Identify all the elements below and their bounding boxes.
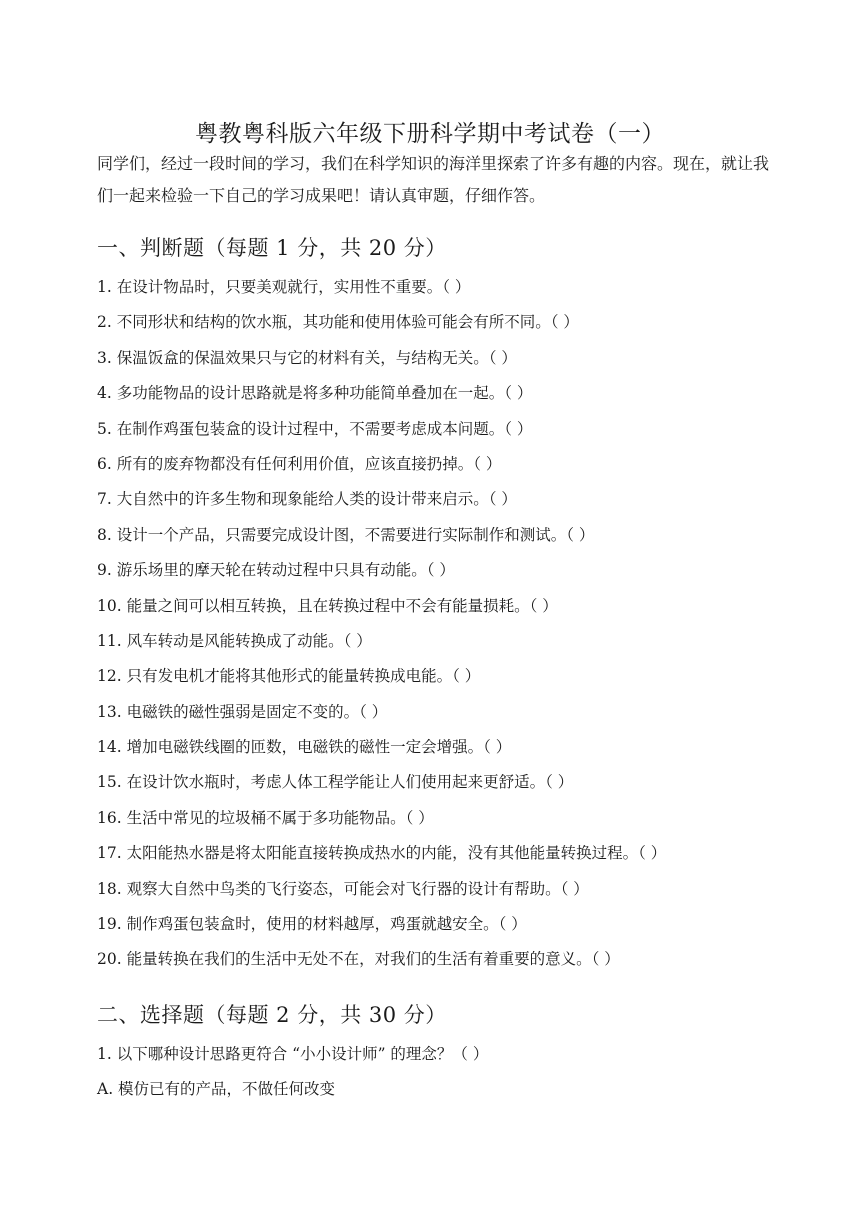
- question-item: 8. 设计一个产品，只需要完成设计图，不需要进行实际制作和测试。（ ）: [97, 525, 595, 544]
- question-item: 11. 风车转动是风能转换成了动能。（ ）: [97, 631, 372, 650]
- question-item: 20. 能量转换在我们的生活中无处不在，对我们的生活有着重要的意义。（ ）: [97, 950, 620, 969]
- question-item: 4. 多功能物品的设计思路就是将多种功能简单叠加在一起。（ ）: [97, 384, 533, 403]
- question-item: 13. 电磁铁的磁性强弱是固定不变的。（ ）: [97, 702, 388, 721]
- exam-title: 粤教粤科版六年级下册科学期中考试卷（一）: [195, 121, 665, 147]
- question-item: 18. 观察大自然中鸟类的飞行姿态，可能会对飞行器的设计有帮助。（ ）: [97, 879, 589, 898]
- section-heading-true-false: 一、判断题（每题 1 分，共 20 分）: [97, 236, 447, 260]
- question-item: 5. 在制作鸡蛋包装盒的设计过程中，不需要考虑成本问题。（ ）: [97, 419, 533, 438]
- true-false-question-list: [97, 274, 797, 982]
- question-item: 6. 所有的废弃物都没有任何利用价值，应该直接扔掉。（ ）: [97, 454, 502, 473]
- question-item: 15. 在设计饮水瓶时，考虑人体工程学能让人们使用起来更舒适。（ ）: [97, 773, 574, 792]
- question-item: 2. 不同形状和结构的饮水瓶，其功能和使用体验可能会有所不同。（ ）: [97, 313, 579, 332]
- question-item: 16. 生活中常见的垃圾桶不属于多功能物品。（ ）: [97, 808, 434, 827]
- question-item: 7. 大自然中的许多生物和现象能给人类的设计带来启示。（ ）: [97, 490, 517, 509]
- question-item: 9. 游乐场里的摩天轮在转动过程中只具有动能。（ ）: [97, 561, 455, 580]
- question-item: 3. 保温饭盒的保温效果只与它的材料有关，与结构无关。（ ）: [97, 348, 517, 367]
- question-item: 14. 增加电磁铁线圈的匝数，电磁铁的磁性一定会增强。（ ）: [97, 738, 512, 757]
- question-item: 17. 太阳能热水器是将太阳能直接转换成热水的内能，没有其他能量转换过程。（ ）: [97, 844, 667, 863]
- question-item: 12. 只有发电机才能将其他形式的能量转换成电能。（ ）: [97, 667, 481, 686]
- intro-paragraph: 同学们，经过一段时间的学习，我们在科学知识的海洋里探索了许多有趣的内容。现在，就让我们一起来检验一下自己的学习成果吧！请认真审题，仔细作答。: [97, 154, 770, 205]
- choice-question-1: 1. 以下哪种设计思路更符合 “小小设计师” 的理念？（ ）: [97, 1045, 489, 1063]
- question-item: 1. 在设计物品时，只要美观就行，实用性不重要。（ ）: [97, 278, 471, 296]
- question-item: 19. 制作鸡蛋包装盒时，使用的材料越厚，鸡蛋就越安全。（ ）: [97, 915, 527, 934]
- choice-option-a: A. 模仿已有的产品，不做任何改变: [97, 1080, 336, 1098]
- section-heading-multiple-choice: 二、选择题（每题 2 分，共 30 分）: [97, 1003, 447, 1027]
- question-item: 10. 能量之间可以相互转换，且在转换过程中不会有能量损耗。（ ）: [97, 596, 558, 615]
